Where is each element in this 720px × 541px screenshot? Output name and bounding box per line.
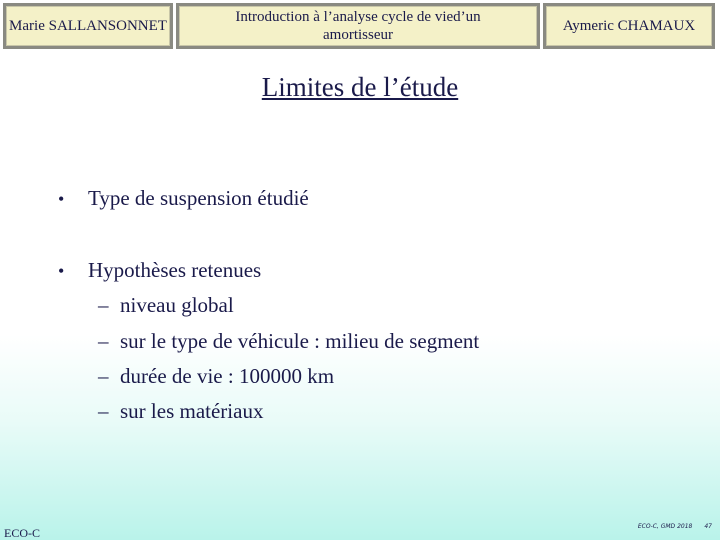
bullet-marker: • <box>58 189 65 209</box>
header-author-right-text: Aymeric CHAMAUX <box>562 18 696 34</box>
sub-marker: – <box>98 293 109 317</box>
header-slide-topic-text: Introduction à l’analyse cycle de vied’un amortisseur <box>235 9 481 43</box>
slide-title: Limites de l’étude <box>261 72 459 102</box>
sub-marker: – <box>98 364 109 388</box>
footer-course: ECO-C, GMD 2018 <box>637 523 693 530</box>
sub-text: durée de vie : 100000 km <box>120 364 335 388</box>
sub-marker: – <box>98 329 109 353</box>
footer-label: ECO-C <box>4 526 40 540</box>
sub-text: sur le type de véhicule : milieu de segment <box>120 329 480 353</box>
sub-item <box>98 364 334 389</box>
sub-item <box>98 399 263 424</box>
header-author-left <box>3 3 173 49</box>
sub-text: sur les matériaux <box>120 399 264 423</box>
bullet-item <box>58 258 261 283</box>
page-number: 47 <box>704 523 712 530</box>
bullet-text: Hypothèses retenues <box>88 258 262 282</box>
footer-info <box>638 523 712 530</box>
bullet-text: Type de suspension étudié <box>88 186 309 210</box>
sub-text: niveau global <box>120 293 234 317</box>
bullet-item <box>58 186 309 211</box>
header-slide-topic <box>176 3 540 49</box>
sub-item <box>98 329 479 354</box>
bullet-marker: • <box>58 261 65 281</box>
sub-marker: – <box>98 399 109 423</box>
sub-item <box>98 293 234 318</box>
header-author-left-text: Marie SALLANSONNET <box>9 18 167 34</box>
header-author-right <box>543 3 715 49</box>
